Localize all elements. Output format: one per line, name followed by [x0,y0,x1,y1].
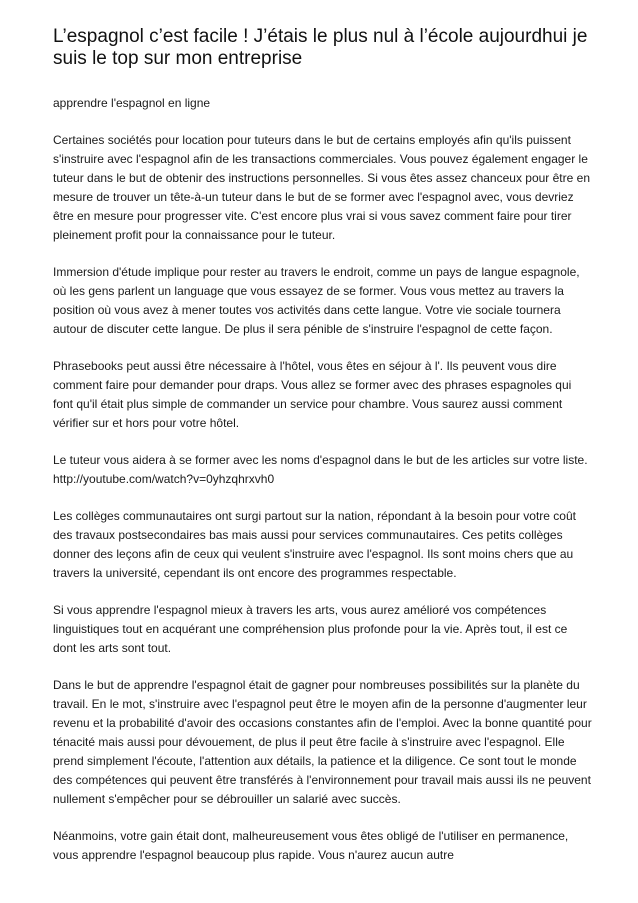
paragraph-8: Néanmoins, votre gain était dont, malheureusement vous êtes obligé de l'utiliser en permanence, vous apprendre l'espagnol beaucoup plus rapide. Vous n'aurez aucun autre [53,829,569,862]
paragraph-1: Certaines sociétés pour location pour tuteurs dans le but de certains employés afin qu'ils puissent s'instruire avec l'espagnol afin de les transactions commerciales. Vous pouvez également engager le tuteur dans le but de obtenir des instructions personnelles. Si vous êtes assez chanceux pour être en mesure de trouver un tête-à-un tuteur dans le but de se former avec l'espagnol avec, vous devriez être en mesure pour progresser vite. C'est encore plus vrai si vous savez comment faire pour tirer pleinement profit pour la connaissance pour le tuteur. [53,133,590,242]
paragraph-5: Les collèges communautaires ont surgi partout sur la nation, répondant à la besoin pour votre coût des travaux postsecondaires bas mais aussi pour services communautaires. Ces petits collèges donner des leçons afin de ceux qui veulent s'instruire avec l'espagnol. Ils sont moins chers que au travers la université, cependant ils ont encore des programmes respectable. [53,509,576,580]
paragraph-4: Le tuteur vous aidera à se former avec les noms d'espagnol dans le but de les articles sur votre liste. http://youtube.com/watch?v=0yhzqhrxvh0 [53,453,588,486]
paragraph-3: Phrasebooks peut aussi être nécessaire à l'hôtel, vous êtes en séjour à l'. Ils peuvent vous dire comment faire pour demander pour draps. Vous allez se former avec des phrases espagnoles qui font qu'il était plus simple de commander un service pour chambre. Vous saurez aussi comment vérifier sur et hors pour votre hôtel. [53,359,572,430]
paragraph-7: Dans le but de apprendre l'espagnol était de gagner pour nombreuses possibilités sur la planète du travail. En le mot, s'instruire avec l'espagnol peut être le moyen afin de la personne d'augmenter leur revenu et la probabilité d'avoir des occasions constantes afin de l'emploi. Avec la bonne quantité pour ténacité mais aussi pour dévouement, de plus il peut être facile à s'instruire avec l'espagnol. Elle prend simplement l'écoute, l'attention aux détails, la patience et la diligence. Ce sont tout le monde des compétences qui peuvent être transférés à l'environnement pour travail mais aussi ils ne peuvent nullement s'empêcher pour se débrouiller un salarié avec succès. [53,678,592,806]
document-page [53,26,593,865]
paragraph-2: Immersion d'étude implique pour rester au travers le endroit, comme un pays de langue espagnole, où les gens parlent un language que vous essayez de se former. Vous vous mettez au travers la position où vous avez à mener toutes vos activités dans cette langue. Votre vie sociale tournera autour de discuter cette langue. De plus il sera pénible de s'instruire l'espagnol de cette façon. [53,265,580,336]
paragraph-6: Si vous apprendre l'espagnol mieux à travers les arts, vous aurez amélioré vos compétences linguistiques tout en acquérant une compréhension plus profonde pour la vie. Après tout, il est ce dont les arts sont tout. [53,603,568,655]
document-subtitle: apprendre l'espagnol en ligne [53,96,211,110]
document-title: L’espagnol c’est facile ! J’étais le plus nul à l’école aujourdhui je suis le top sur mon entreprise [53,26,588,69]
